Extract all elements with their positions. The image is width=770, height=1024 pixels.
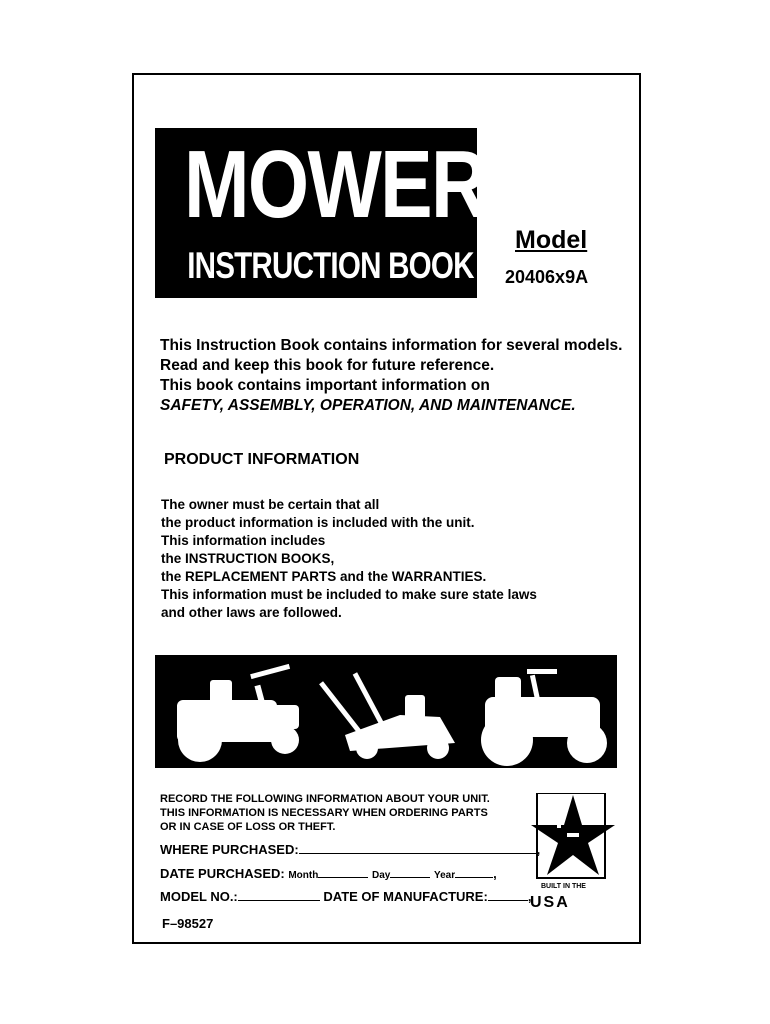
manufacture-date-blank[interactable]	[488, 890, 528, 901]
title-sub: INSTRUCTION BOOK	[187, 245, 474, 286]
model-no-blank[interactable]	[238, 890, 320, 901]
owner-line: the REPLACEMENT PARTS and the WARRANTIES.	[161, 569, 487, 584]
title-main: MOWER	[183, 131, 487, 238]
owner-line: This information must be included to make sure state laws	[161, 587, 537, 602]
model-number: 20406x9A	[505, 267, 589, 287]
walk-behind-mower-image	[319, 672, 455, 759]
model-manufacture-field[interactable]: MODEL NO.: DATE OF MANUFACTURE: ,	[160, 889, 532, 904]
where-purchased-field[interactable]: WHERE PURCHASED: ,	[160, 842, 541, 857]
where-purchased-blank[interactable]	[299, 843, 537, 854]
intro-line-emphasis: SAFETY, ASSEMBLY, OPERATION, AND MAINTENANCE.	[160, 397, 576, 414]
owner-line: the product information is included with the unit.	[161, 515, 475, 530]
owner-line: This information includes	[161, 533, 326, 548]
usa-logo-text: USA	[530, 894, 570, 911]
lawn-tractor-image	[177, 664, 299, 762]
intro-line: This Instruction Book contains information for several models.	[160, 337, 623, 354]
model-label: Model	[515, 226, 588, 254]
date-purchased-label: DATE PURCHASED:	[160, 866, 285, 881]
month-blank[interactable]	[318, 867, 368, 878]
owner-line: the INSTRUCTION BOOKS,	[161, 551, 335, 566]
where-purchased-label: WHERE PURCHASED:	[160, 842, 299, 857]
logo-label: BUILT IN THE	[541, 883, 586, 890]
form-code: F–98527	[162, 916, 214, 931]
intro-line: This book contains important information on	[160, 377, 490, 394]
intro-text	[160, 336, 630, 416]
model-no-label: MODEL NO.:	[160, 889, 238, 904]
garden-tractor-image	[481, 669, 607, 766]
product-info-heading: PRODUCT INFORMATION	[164, 451, 360, 468]
date-of-manufacture-label: DATE OF MANUFACTURE:	[323, 889, 488, 904]
record-line: THIS INFORMATION IS NECESSARY WHEN ORDERING PARTS	[160, 807, 488, 819]
day-blank[interactable]	[390, 867, 430, 878]
date-purchased-field[interactable]: DATE PURCHASED: Month Day Year ,	[160, 866, 497, 881]
month-label: Month	[288, 870, 319, 881]
intro-line: Read and keep this book for future reference.	[160, 357, 495, 374]
owner-line: The owner must be certain that all	[161, 497, 380, 512]
title-block	[155, 128, 487, 298]
record-line: RECORD THE FOLLOWING INFORMATION ABOUT YOUR UNIT.	[160, 793, 490, 805]
day-label: Day	[371, 870, 391, 881]
owner-line: and other laws are followed.	[161, 605, 342, 620]
year-label: Year	[433, 870, 456, 881]
record-line: OR IN CASE OF LOSS OR THEFT.	[160, 821, 336, 833]
owner-text	[161, 496, 537, 622]
mower-silhouettes-band	[155, 655, 617, 768]
mower-silhouettes	[155, 655, 617, 768]
record-instructions	[160, 792, 490, 834]
year-blank[interactable]	[455, 867, 493, 878]
